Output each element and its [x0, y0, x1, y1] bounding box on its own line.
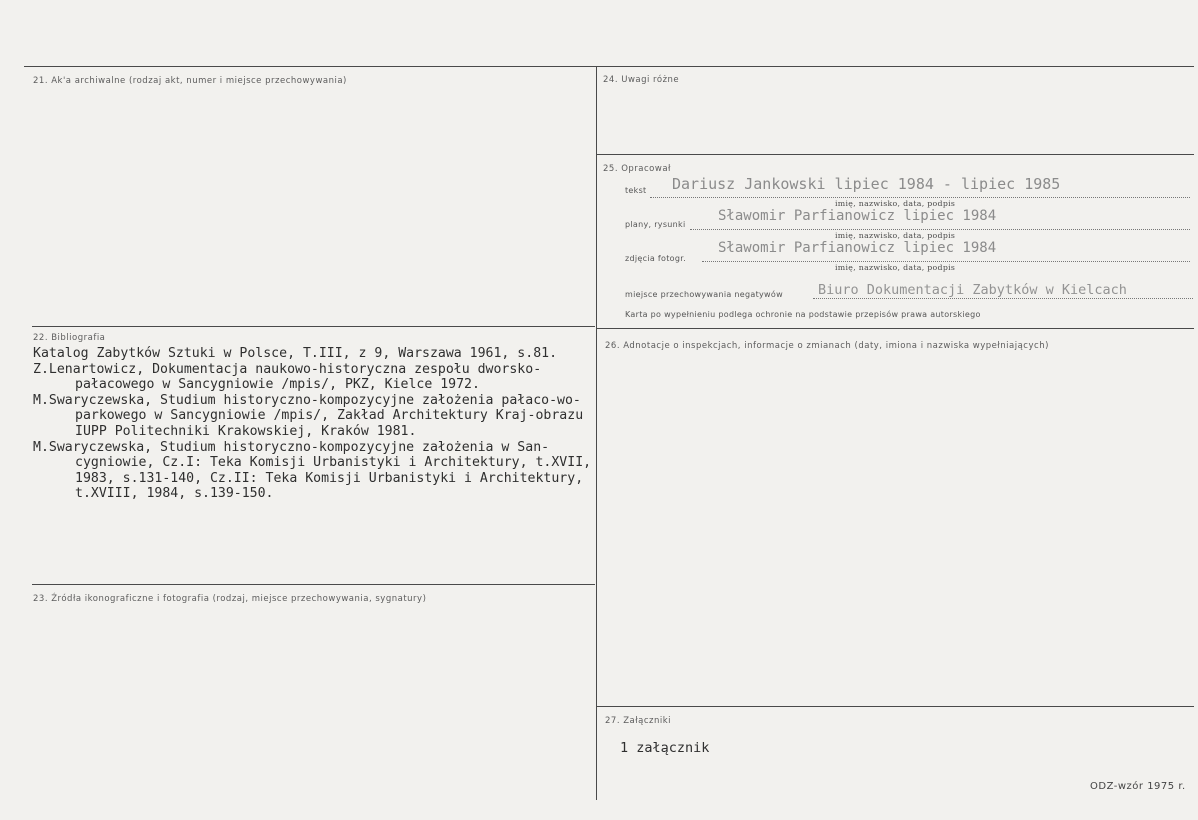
- section-25-label: 25. Opracował: [603, 164, 671, 174]
- top-rule: [24, 66, 1194, 67]
- tekst-dotted-line: [650, 197, 1190, 198]
- section-24-label: 24. Uwagi różne: [603, 75, 680, 85]
- bibliography-entry: Katalog Zabytków Sztuki w Polsce, T.III, z 9, Warszawa 1961, s.81.: [33, 346, 558, 361]
- zalaczniki-value: 1 załącznik: [620, 740, 710, 756]
- plany-label: plany, rysunki: [625, 220, 686, 229]
- rule-22-23: [32, 584, 595, 585]
- bibliography-entry: Z.Lenartowicz, Dokumentacja naukowo-historyczna zespołu dworsko-pałacowego w Sancygniowie /mpis/, PKZ, Kielce 1972.: [33, 361, 542, 393]
- bibliography-list: [33, 346, 593, 502]
- negatywy-dotted-line: [813, 298, 1193, 299]
- bibliography-entry: M.Swaryczewska, Studium historyczno-kompozycyjne założenia w San-cygniowie, Cz.I: Teka Komisji Urbanistyki i Architektury, t.XVII, 1983, s.131-140, Cz.II: Teka Komisji Urbanistyki i Architektury, t.XVIII, 1984, s.139-150.: [33, 439, 592, 502]
- copyright-note: Karta po wypełnieniu podlega ochronie na podstawie przepisów prawa autorskiego: [625, 310, 981, 319]
- negatywy-label: miejsce przechowywania negatywów: [625, 290, 783, 299]
- rule-26-27: [597, 706, 1194, 707]
- plany-dotted-line: [690, 229, 1190, 230]
- bibliography-entry: M.Swaryczewska, Studium historyczno-kompozycyjne założenia pałaco-wo-parkowego w Sancygniowie /mpis/, Zakład Architektury Kraj-obrazu IUPP Politechniki Krakowskiej, Kraków 1981.: [33, 392, 584, 439]
- tekst-value: Dariusz Jankowski lipiec 1984 - lipiec 1985: [672, 175, 1061, 193]
- zdjecia-value: Sławomir Parfianowicz lipiec 1984: [718, 240, 997, 256]
- tekst-label: tekst: [625, 186, 647, 195]
- section-21-label: 21. Ak'a archiwalne (rodzaj akt, numer i miejsce przechowywania): [33, 76, 347, 86]
- negatywy-value: Biuro Dokumentacji Zabytków w Kielcach: [818, 282, 1127, 298]
- plany-caption: imię, nazwisko, data, podpis: [835, 231, 956, 240]
- rule-24-25: [597, 154, 1194, 155]
- center-divider: [596, 66, 597, 800]
- rule-25-26: [597, 328, 1194, 329]
- plany-value: Sławomir Parfianowicz lipiec 1984: [718, 208, 997, 224]
- rule-21-22: [32, 326, 595, 327]
- section-27-label: 27. Załączniki: [605, 716, 672, 726]
- zdjecia-caption: imię, nazwisko, data, podpis: [835, 263, 956, 272]
- section-23-label: 23. Źródła ikonograficzne i fotografia (rodzaj, miejsce przechowywania, sygnatury): [33, 594, 427, 604]
- zdjecia-dotted-line: [702, 261, 1190, 262]
- form-footer: ODZ-wzór 1975 r.: [1090, 781, 1186, 792]
- section-26-label: 26. Adnotacje o inspekcjach, informacje o zmianach (daty, imiona i nazwiska wypełniających): [605, 341, 1049, 351]
- section-22-label: 22. Bibliografia: [33, 333, 106, 343]
- tekst-caption: imię, nazwisko, data, podpis: [835, 199, 956, 208]
- zdjecia-label: zdjęcia fotogr.: [625, 254, 686, 263]
